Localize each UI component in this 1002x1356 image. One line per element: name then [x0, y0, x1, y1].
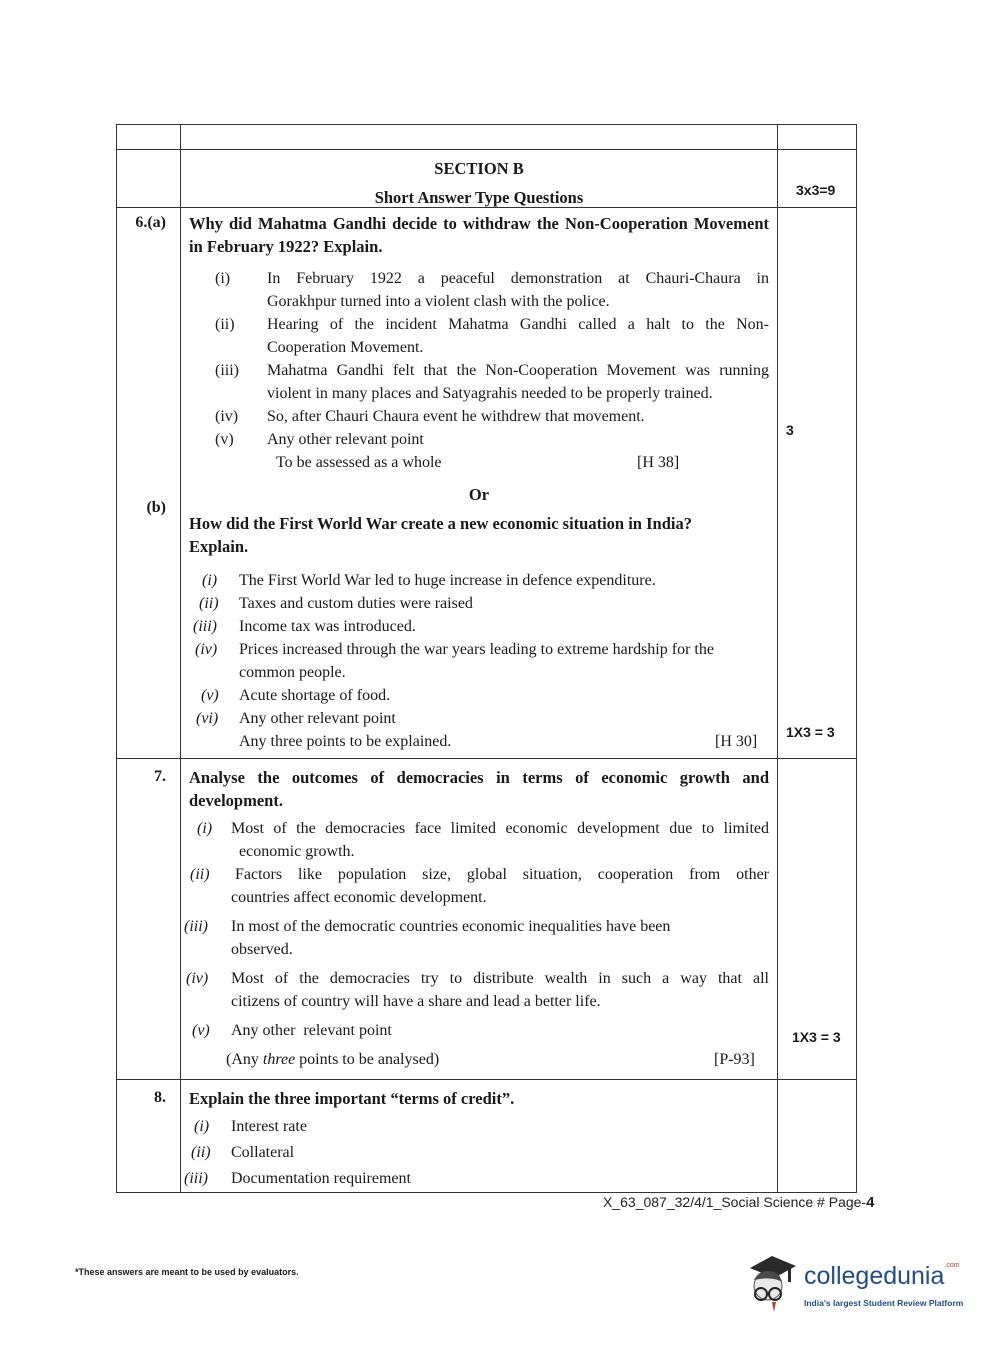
- point-number: (i): [202, 572, 218, 589]
- point-number: (iv): [186, 970, 209, 987]
- collegedunia-logo: [742, 1250, 972, 1320]
- point-text: Most of the democracies try to distribute wealth in such a way that all: [231, 970, 769, 987]
- point-number: (v): [215, 431, 234, 448]
- question-6-row: [117, 207, 856, 758]
- evaluator-note: *These answers are meant to be used by evaluators.: [75, 1267, 299, 1277]
- point-number: (v): [192, 1022, 210, 1039]
- point-number: (iii): [184, 918, 208, 935]
- question-8-row: [117, 1079, 856, 1192]
- question-6a-marks: 3: [786, 422, 794, 438]
- point-text: Cooperation Movement.: [267, 339, 424, 356]
- point-text: Mahatma Gandhi felt that the Non-Cooperation Movement was running: [267, 362, 769, 379]
- point-number: (i): [194, 1118, 210, 1135]
- question-7-row: [117, 758, 856, 1079]
- point-text: Factors like population size, global situation, cooperation from other: [235, 866, 769, 883]
- point-text: citizens of country will have a share and lead a better life.: [231, 993, 601, 1010]
- brand-name: collegedunia$^{.com}$: [804, 1262, 960, 1290]
- point-number: (ii): [199, 595, 219, 612]
- point-text: violent in many places and Satyagrahis needed to be properly trained.: [267, 385, 713, 402]
- point-text: Any other relevant point: [267, 431, 424, 448]
- assessment-note: To be assessed as a whole: [276, 454, 442, 471]
- point-text: So, after Chauri Chaura event he withdrew that movement.: [267, 408, 645, 425]
- brand-tagline: India's largest Student Review Platform: [804, 1298, 964, 1308]
- point-text: Taxes and custom duties were raised: [239, 595, 473, 612]
- table-header-row: [117, 125, 856, 149]
- point-text: Collateral: [231, 1144, 295, 1161]
- point-text: In February 1922 a peaceful demonstration at Chauri-Chaura in: [267, 270, 769, 287]
- point-number: (iii): [193, 618, 217, 635]
- reference-tag: [P-93]: [714, 1051, 755, 1068]
- point-text: economic growth.: [239, 843, 355, 860]
- question-6b-text: How did the First World War create a new economic situation in India?: [189, 514, 692, 533]
- question-6a-number: 6.(a): [135, 214, 166, 231]
- reference-tag: [H 30]: [715, 733, 758, 750]
- answer-table: [116, 124, 857, 1193]
- point-number: (iii): [215, 362, 239, 379]
- point-text: In most of the democratic countries economic inequalities have been: [231, 918, 671, 935]
- point-number: (iv): [215, 408, 239, 425]
- question-7-number: 7.: [154, 768, 166, 785]
- question-6b-text: Explain.: [189, 537, 249, 556]
- section-marks: 3x3=9: [796, 182, 836, 198]
- question-6b-number: (b): [146, 499, 166, 516]
- question-8-number: 8.: [154, 1089, 166, 1106]
- question-8-text: Explain the three important “terms of credit”.: [189, 1089, 515, 1108]
- point-number: (ii): [191, 1144, 211, 1161]
- point-text: observed.: [231, 941, 293, 958]
- question-6b-marks: 1X3 = 3: [786, 724, 835, 740]
- point-text: Income tax was introduced.: [239, 618, 416, 635]
- point-text: The First World War led to huge increase in defence expenditure.: [239, 572, 656, 589]
- point-text: Any other relevant point: [239, 710, 396, 727]
- point-text: common people.: [239, 664, 346, 681]
- point-number: (v): [201, 687, 219, 704]
- point-number: (iv): [195, 641, 218, 658]
- page-footer-code: X_63_087_32/4/1_Social Science # Page-4: [603, 1194, 875, 1211]
- point-text: Acute shortage of food.: [239, 687, 391, 704]
- question-7-text: Analyse the outcomes of democracies in terms of economic growth and: [189, 768, 769, 787]
- question-6a-text: Why did Mahatma Gandhi decide to withdraw the Non-Cooperation Movement in February 1922? Explain.: [189, 214, 769, 256]
- page-number: 4: [866, 1194, 875, 1211]
- assessment-note: Any three points to be explained.: [239, 733, 452, 750]
- point-number: (vi): [196, 710, 219, 727]
- point-text: Hearing of the incident Mahatma Gandhi called a halt to the Non-: [267, 316, 769, 333]
- point-text: Interest rate: [231, 1118, 307, 1135]
- mascot-icon: [742, 1250, 802, 1320]
- point-text: Gorakhpur turned into a violent clash with the police.: [267, 293, 610, 310]
- question-7-text: development.: [189, 791, 283, 810]
- point-number: (i): [215, 270, 231, 287]
- point-text: Any other relevant point: [231, 1022, 392, 1039]
- assessment-note: (Any three points to be analysed): [226, 1051, 440, 1068]
- point-text: Prices increased through the war years leading to extreme hardship for the: [239, 641, 714, 658]
- point-number: (iii): [184, 1170, 208, 1187]
- section-subtitle: Short Answer Type Questions: [374, 188, 584, 207]
- question-7-marks: 1X3 = 3: [792, 1029, 841, 1045]
- or-separator: Or: [468, 485, 490, 504]
- section-title: SECTION B: [434, 159, 524, 178]
- section-row: [117, 149, 856, 207]
- point-text: countries affect economic development.: [231, 889, 487, 906]
- point-number: (i): [197, 820, 213, 837]
- point-text: Documentation requirement: [231, 1170, 411, 1187]
- point-number: (ii): [190, 866, 210, 883]
- reference-tag: [H 38]: [637, 454, 680, 471]
- point-text: Most of the democracies face limited economic development due to limited: [231, 820, 769, 837]
- point-number: (ii): [215, 316, 235, 333]
